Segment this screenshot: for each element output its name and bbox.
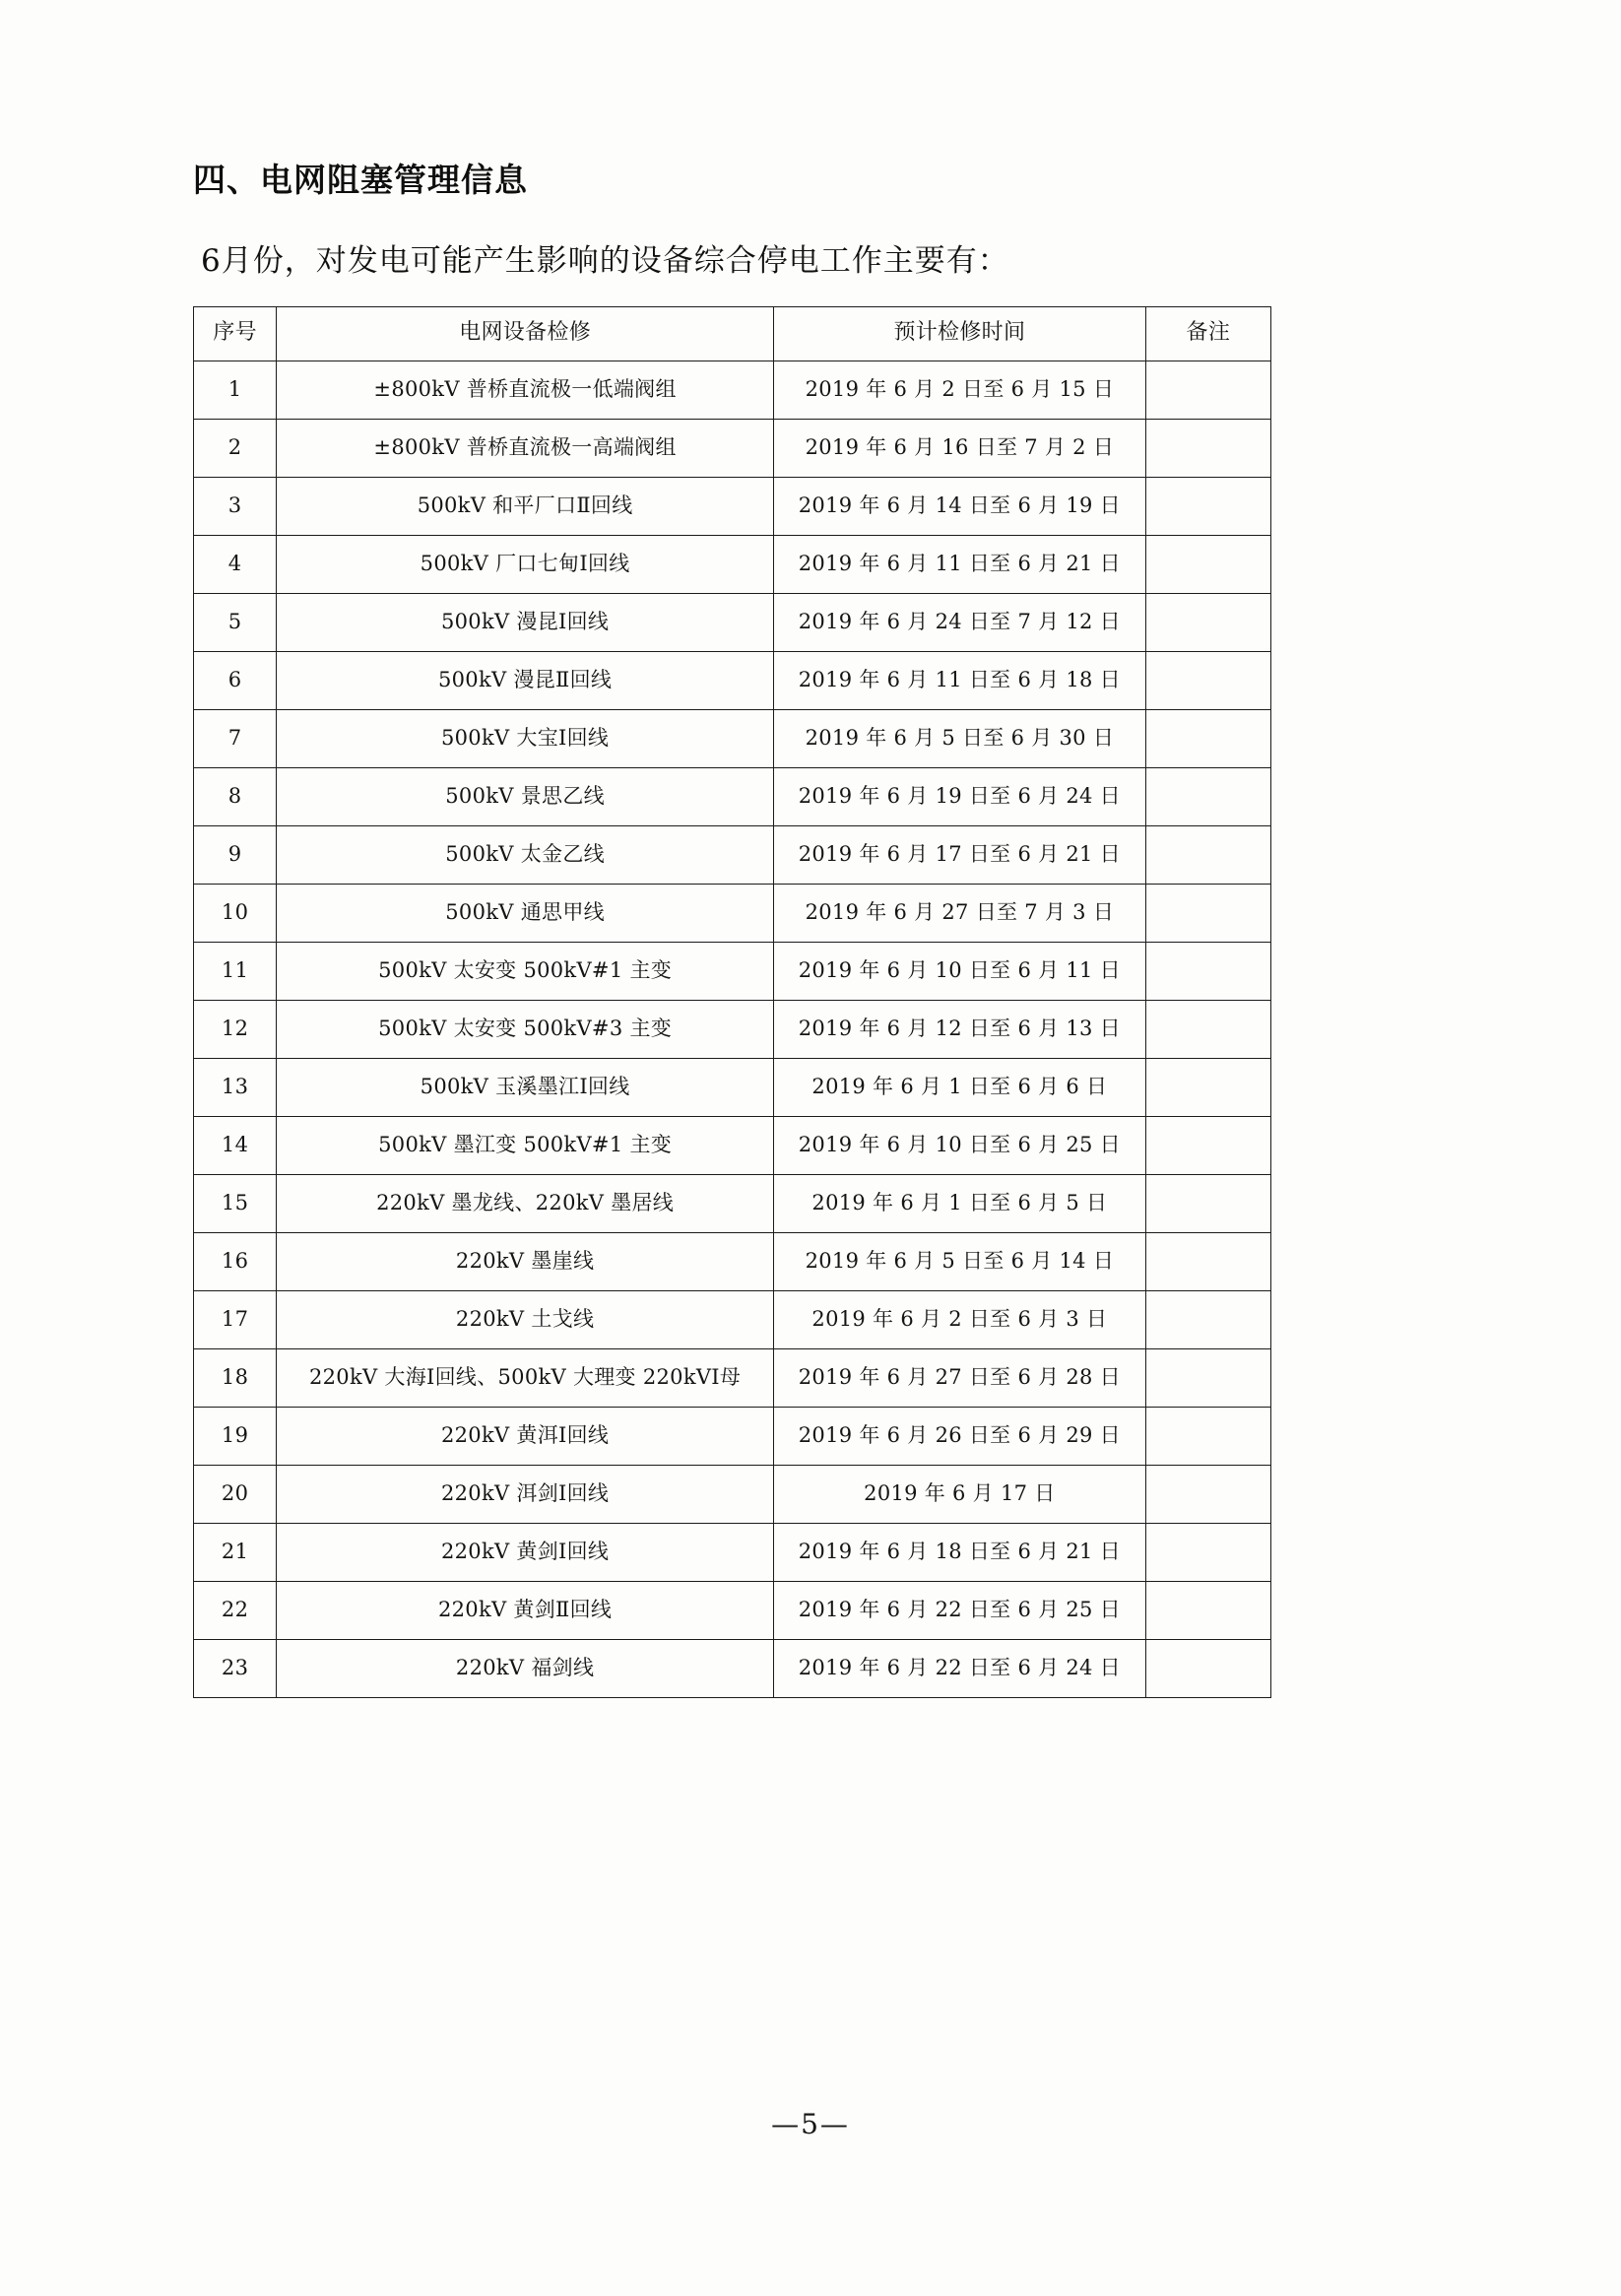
cell-time: 2019 年 6 月 2 日至 6 月 3 日: [774, 1290, 1146, 1348]
cell-no: 9: [194, 825, 277, 884]
page-content: [193, 158, 1434, 1698]
column-header-note: 备注: [1145, 306, 1270, 361]
cell-no: 2: [194, 419, 277, 477]
cell-time: 2019 年 6 月 16 日至 7 月 2 日: [774, 419, 1146, 477]
table-row: [194, 477, 1271, 535]
cell-note: [1145, 535, 1270, 593]
cell-time: 2019 年 6 月 17 日: [774, 1465, 1146, 1523]
cell-time: 2019 年 6 月 10 日至 6 月 11 日: [774, 942, 1146, 1000]
cell-note: [1145, 477, 1270, 535]
column-header-device: 电网设备检修: [277, 306, 774, 361]
cell-device: 220kV 黄剑Ⅱ回线: [277, 1581, 774, 1639]
cell-time: 2019 年 6 月 1 日至 6 月 6 日: [774, 1058, 1146, 1116]
cell-no: 18: [194, 1348, 277, 1407]
cell-device: 220kV 黄洱Ⅰ回线: [277, 1407, 774, 1465]
cell-device: 220kV 大海Ⅰ回线、500kV 大理变 220kVⅠ母: [277, 1348, 774, 1407]
cell-no: 16: [194, 1232, 277, 1290]
cell-device: 500kV 太安变 500kV#3 主变: [277, 1000, 774, 1058]
cell-note: [1145, 1407, 1270, 1465]
cell-note: [1145, 1465, 1270, 1523]
cell-device: 500kV 漫昆Ⅰ回线: [277, 593, 774, 651]
table-row: [194, 593, 1271, 651]
cell-no: 19: [194, 1407, 277, 1465]
cell-note: [1145, 651, 1270, 709]
column-header-no: 序号: [194, 306, 277, 361]
cell-note: [1145, 593, 1270, 651]
cell-no: 20: [194, 1465, 277, 1523]
cell-device: 220kV 墨龙线、220kV 墨居线: [277, 1174, 774, 1232]
cell-no: 12: [194, 1000, 277, 1058]
cell-time: 2019 年 6 月 14 日至 6 月 19 日: [774, 477, 1146, 535]
table-row: [194, 1465, 1271, 1523]
cell-time: 2019 年 6 月 27 日至 7 月 3 日: [774, 884, 1146, 942]
cell-time: 2019 年 6 月 22 日至 6 月 25 日: [774, 1581, 1146, 1639]
cell-device: ±800kV 普桥直流极一低端阀组: [277, 361, 774, 419]
table-row: [194, 709, 1271, 767]
cell-device: 500kV 玉溪墨江Ⅰ回线: [277, 1058, 774, 1116]
cell-device: 500kV 太金乙线: [277, 825, 774, 884]
cell-no: 13: [194, 1058, 277, 1116]
table-row: [194, 1290, 1271, 1348]
cell-time: 2019 年 6 月 26 日至 6 月 29 日: [774, 1407, 1146, 1465]
cell-time: 2019 年 6 月 5 日至 6 月 30 日: [774, 709, 1146, 767]
table-row: [194, 825, 1271, 884]
cell-no: 8: [194, 767, 277, 825]
table-row: [194, 1523, 1271, 1581]
cell-no: 10: [194, 884, 277, 942]
cell-no: 14: [194, 1116, 277, 1174]
cell-note: [1145, 884, 1270, 942]
cell-device: 220kV 洱剑Ⅰ回线: [277, 1465, 774, 1523]
table-row: [194, 361, 1271, 419]
table-header: [194, 306, 1271, 361]
cell-no: 7: [194, 709, 277, 767]
cell-time: 2019 年 6 月 22 日至 6 月 24 日: [774, 1639, 1146, 1697]
cell-note: [1145, 1290, 1270, 1348]
cell-note: [1145, 1174, 1270, 1232]
cell-time: 2019 年 6 月 11 日至 6 月 21 日: [774, 535, 1146, 593]
table-row: [194, 651, 1271, 709]
table-header-row: [194, 306, 1271, 361]
cell-time: 2019 年 6 月 19 日至 6 月 24 日: [774, 767, 1146, 825]
cell-note: [1145, 1058, 1270, 1116]
cell-note: [1145, 1523, 1270, 1581]
table-row: [194, 884, 1271, 942]
cell-no: 21: [194, 1523, 277, 1581]
table-row: [194, 1639, 1271, 1697]
cell-no: 15: [194, 1174, 277, 1232]
cell-note: [1145, 825, 1270, 884]
cell-no: 5: [194, 593, 277, 651]
cell-device: 500kV 景思乙线: [277, 767, 774, 825]
cell-no: 23: [194, 1639, 277, 1697]
table-row: [194, 1058, 1271, 1116]
maintenance-table: [193, 306, 1271, 1698]
table-row: [194, 942, 1271, 1000]
cell-time: 2019 年 6 月 5 日至 6 月 14 日: [774, 1232, 1146, 1290]
cell-no: 1: [194, 361, 277, 419]
page-number: —5—: [771, 2108, 850, 2140]
table-row: [194, 1232, 1271, 1290]
cell-note: [1145, 1581, 1270, 1639]
table-row: [194, 535, 1271, 593]
cell-note: [1145, 767, 1270, 825]
cell-note: [1145, 942, 1270, 1000]
cell-note: [1145, 1639, 1270, 1697]
cell-device: 500kV 墨江变 500kV#1 主变: [277, 1116, 774, 1174]
cell-device: 500kV 和平厂口Ⅱ回线: [277, 477, 774, 535]
cell-time: 2019 年 6 月 24 日至 7 月 12 日: [774, 593, 1146, 651]
table-body: [194, 361, 1271, 1697]
table-row: [194, 1116, 1271, 1174]
cell-device: 500kV 漫昆Ⅱ回线: [277, 651, 774, 709]
column-header-time: 预计检修时间: [774, 306, 1146, 361]
table-row: [194, 1000, 1271, 1058]
cell-time: 2019 年 6 月 11 日至 6 月 18 日: [774, 651, 1146, 709]
cell-time: 2019 年 6 月 2 日至 6 月 15 日: [774, 361, 1146, 419]
cell-no: 11: [194, 942, 277, 1000]
cell-note: [1145, 1348, 1270, 1407]
cell-device: 500kV 大宝Ⅰ回线: [277, 709, 774, 767]
table-row: [194, 1348, 1271, 1407]
table-row: [194, 1174, 1271, 1232]
cell-time: 2019 年 6 月 17 日至 6 月 21 日: [774, 825, 1146, 884]
cell-note: [1145, 709, 1270, 767]
lead-paragraph: 6月份，对发电可能产生影响的设备综合停电工作主要有：: [201, 243, 1009, 280]
cell-note: [1145, 1232, 1270, 1290]
section-title: 四、电网阻塞管理信息: [193, 161, 528, 199]
cell-device: 220kV 墨崖线: [277, 1232, 774, 1290]
cell-time: 2019 年 6 月 12 日至 6 月 13 日: [774, 1000, 1146, 1058]
table-row: [194, 419, 1271, 477]
cell-device: 500kV 通思甲线: [277, 884, 774, 942]
table-row: [194, 767, 1271, 825]
cell-device: 220kV 黄剑Ⅰ回线: [277, 1523, 774, 1581]
cell-note: [1145, 1116, 1270, 1174]
table-row: [194, 1581, 1271, 1639]
cell-time: 2019 年 6 月 10 日至 6 月 25 日: [774, 1116, 1146, 1174]
cell-time: 2019 年 6 月 1 日至 6 月 5 日: [774, 1174, 1146, 1232]
cell-device: 220kV 福剑线: [277, 1639, 774, 1697]
cell-no: 6: [194, 651, 277, 709]
cell-device: 500kV 厂口七甸Ⅰ回线: [277, 535, 774, 593]
cell-note: [1145, 361, 1270, 419]
cell-time: 2019 年 6 月 18 日至 6 月 21 日: [774, 1523, 1146, 1581]
cell-time: 2019 年 6 月 27 日至 6 月 28 日: [774, 1348, 1146, 1407]
cell-no: 4: [194, 535, 277, 593]
cell-device: 500kV 太安变 500kV#1 主变: [277, 942, 774, 1000]
cell-note: [1145, 419, 1270, 477]
cell-no: 17: [194, 1290, 277, 1348]
table-row: [194, 1407, 1271, 1465]
cell-no: 3: [194, 477, 277, 535]
cell-no: 22: [194, 1581, 277, 1639]
cell-device: 220kV 土戈线: [277, 1290, 774, 1348]
cell-note: [1145, 1000, 1270, 1058]
cell-device: ±800kV 普桥直流极一高端阀组: [277, 419, 774, 477]
